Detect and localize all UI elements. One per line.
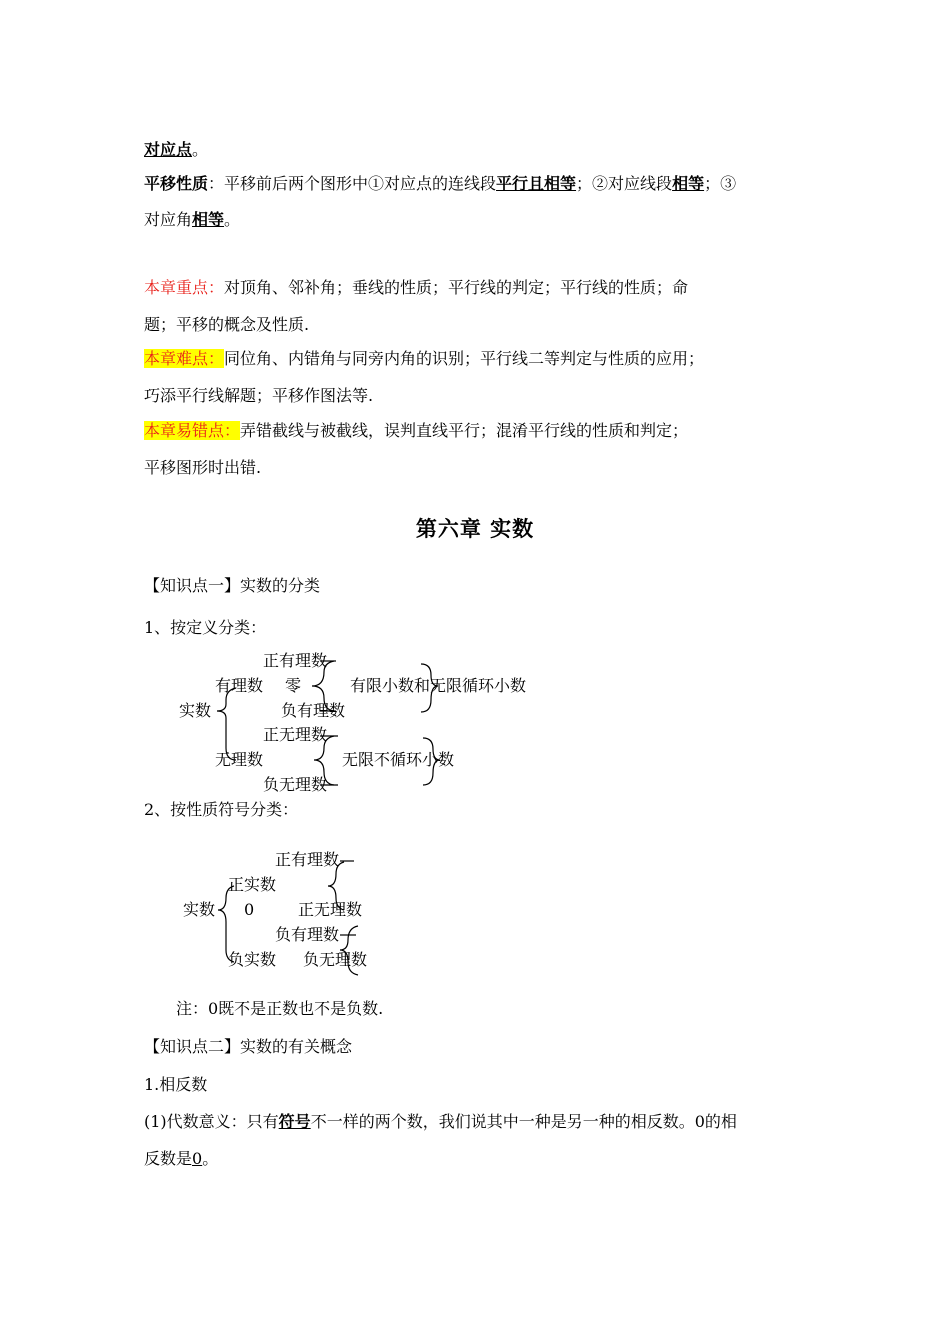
diagram2-real: 实数 <box>183 900 216 919</box>
text-run: 对应角 <box>144 210 193 229</box>
text-line: 题；平移的概念及性质. <box>144 315 310 334</box>
text-run: 对顶角、邻补角；垂线的性质；平行线的判定；平行线的性质；命 <box>224 278 689 297</box>
error-points-label: 本章易错点： <box>144 421 241 440</box>
text-line: 平移图形时出错. <box>144 458 262 477</box>
underlined-term: 相等 <box>672 174 705 193</box>
diagram1-finite-repeating: 有限小数和无限循环小数 <box>350 676 527 695</box>
text-run: 同位角、内错角与同旁内角的识别；平行线二等判定与性质的应用； <box>224 349 705 368</box>
text-line <box>144 174 736 194</box>
underlined-term: 0 <box>192 1149 203 1168</box>
text-run: 弄错截线与被截线，误判直线平行；混淆平行线的性质和判定； <box>240 421 689 440</box>
diagram1-irrational: 无理数 <box>215 750 264 769</box>
difficult-points-label: 本章难点： <box>144 349 225 368</box>
chapter-title: 第六章 实数 <box>415 516 535 541</box>
term-corresponding-points: 对应点 <box>144 140 193 159</box>
text-line <box>144 1149 218 1169</box>
key-points-label: 本章重点： <box>144 278 225 297</box>
text-line: 巧添平行线解题；平移作图法等. <box>144 386 374 405</box>
diagram2-zero: 0 <box>244 900 255 919</box>
note: 注：0既不是正数也不是负数. <box>176 999 384 1018</box>
text-run: ；②对应线段 <box>576 174 673 193</box>
diagram2-neg-real: 负实数 <box>228 950 277 969</box>
diagram1-pos-rational: 正有理数 <box>263 651 328 670</box>
underlined-term: 符号 <box>278 1112 311 1131</box>
punct: 。 <box>202 1149 219 1168</box>
underlined-term: 相等 <box>192 210 225 229</box>
text-line <box>144 278 688 298</box>
text-run: 不一样的两个数，我们说其中一种是另一种的相反数。0的相 <box>310 1112 737 1131</box>
text-line <box>144 140 208 160</box>
diagram2-pos-real: 正实数 <box>228 875 277 894</box>
underlined-term: 平行且相等 <box>496 174 577 193</box>
diagram1-zero: 零 <box>285 676 302 695</box>
text-run: 反数是 <box>144 1149 193 1168</box>
diagram1-neg-irrational: 负无理数 <box>263 775 328 794</box>
diagram2-neg-rational: 负有理数 <box>275 925 340 944</box>
diagram2-pos-irrational: 正无理数 <box>298 900 363 919</box>
diagram1-non-repeating: 无限不循环小数 <box>342 750 455 769</box>
text-run: ：平移前后两个图形中①对应点的连线段 <box>208 174 497 193</box>
section-heading: 【知识点二】实数的有关概念 <box>144 1037 353 1056</box>
diagram1-real: 实数 <box>179 701 212 720</box>
text-line <box>144 421 688 441</box>
text-line <box>144 349 704 369</box>
text-run: (1)代数意义：只有 <box>144 1112 279 1131</box>
diagram1-pos-irrational: 正无理数 <box>263 725 328 744</box>
diagram2-neg-irrational: 负无理数 <box>303 950 368 969</box>
text-run: ；③ <box>704 174 737 193</box>
text-line <box>144 1112 737 1132</box>
term-translation-property: 平移性质 <box>144 174 209 193</box>
punct: 。 <box>224 210 241 229</box>
sub-heading: 1、按定义分类： <box>144 618 267 637</box>
diagram2-pos-rational: 正有理数 <box>275 850 340 869</box>
diagram1-rational: 有理数 <box>215 676 264 695</box>
text-line <box>144 210 240 230</box>
sub-heading: 2、按性质符号分类： <box>144 800 299 819</box>
punct: 。 <box>192 140 209 159</box>
diagram1-neg-rational: 负有理数 <box>281 701 346 720</box>
section-heading: 【知识点一】实数的分类 <box>144 576 321 595</box>
sub-heading: 1.相反数 <box>144 1075 208 1094</box>
